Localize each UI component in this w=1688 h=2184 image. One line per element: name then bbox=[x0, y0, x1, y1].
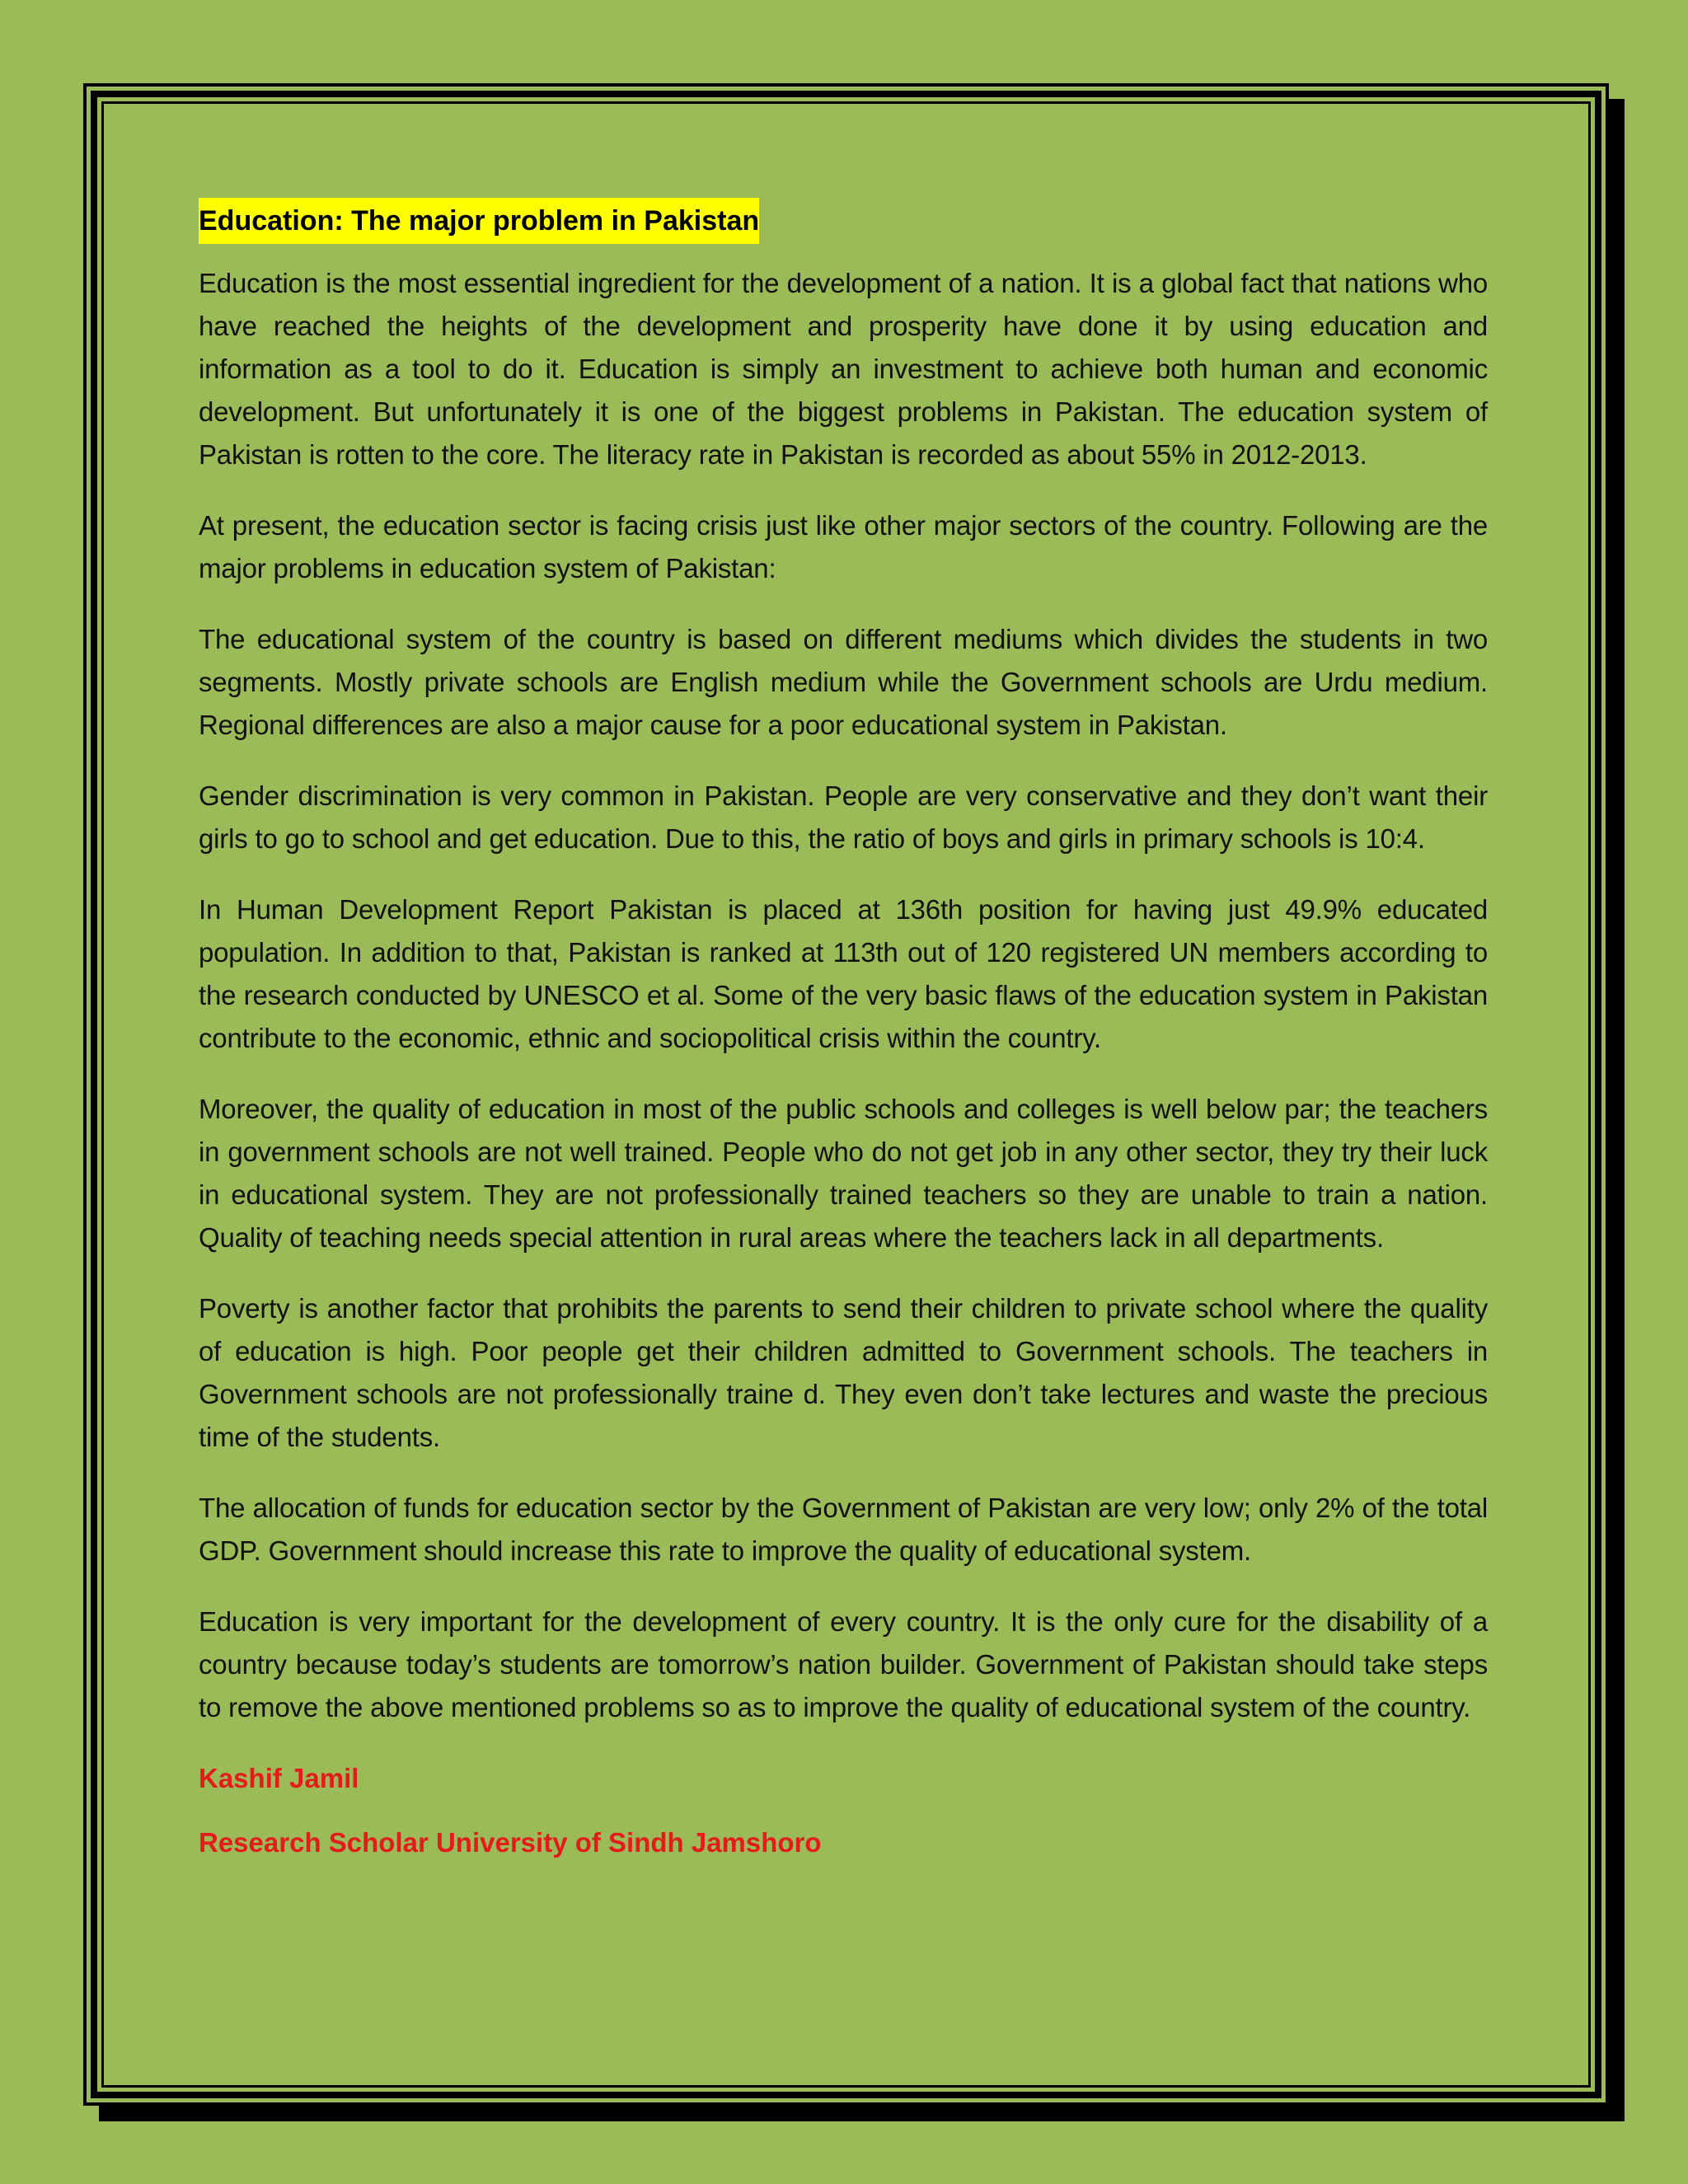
paragraph-funding: The allocation of funds for education sector by the Government of Pakistan are very low; only 2% of the total GDP. Government should increase this rate to improve the quality of educational system. bbox=[199, 1493, 1488, 1566]
paragraph-introduction: Education is the most essential ingredient for the development of a nation. It is a global fact that nations who have reached the heights of the development and prosperity have done it by using education and information as a tool to do it. Education is simply an investment to achieve both human and economic development. But unfortunately it is one of the biggest problems in Pakistan. The education system of Pakistan is rotten to the core. The literacy rate in Pakistan is recorded as about 55% in 2012-2013. bbox=[199, 268, 1488, 470]
article-title: Education: The major problem in Pakistan bbox=[199, 198, 759, 244]
title-wrapper bbox=[199, 198, 1488, 244]
author-affiliation: Research Scholar University of Sindh Jamshoro bbox=[199, 1827, 822, 1858]
paragraph-human-development: In Human Development Report Pakistan is placed at 136th position for having just 49.9% educated population. In addition to that, Pakistan is ranked at 113th out of 120 registered UN members according to the research conducted by UNESCO et al. Some of the very basic flaws of the education system in Pakistan contribute to the economic, ethnic and sociopolitical crisis within the country. bbox=[199, 894, 1488, 1053]
article-body bbox=[199, 198, 1488, 1864]
paragraph-mediums: The educational system of the country is based on different mediums which divides the students in two segments. Mostly private schools are English medium while the Government schools are Urdu medium. Regional differences are also a major cause for a poor educational system in Pakistan. bbox=[199, 624, 1488, 740]
author-name: Kashif Jamil bbox=[199, 1763, 359, 1793]
paragraph-conclusion: Education is very important for the development of every country. It is the only cure for the disability of a country because today’s students are tomorrow’s nation builder. Government of Pakistan should take steps to remove the above mentioned problems so as to improve the quality of educational system of the country. bbox=[199, 1606, 1488, 1722]
paragraph-gender-discrimination: Gender discrimination is very common in Pakistan. People are very conservative and they don’t want their girls to go to school and get education. Due to this, the ratio of boys and girls in primary schools is 10:4. bbox=[199, 780, 1488, 854]
paragraph-quality-of-teaching: Moreover, the quality of education in most of the public schools and colleges is well below par; the teachers in government schools are not well trained. People who do not get job in any other sector, they try their luck in educational system. They are not professionally trained teachers so they are unable to train a nation. Quality of teaching needs special attention in rural areas where the teachers lack in all departments. bbox=[199, 1094, 1488, 1253]
paragraph-poverty: Poverty is another factor that prohibits the parents to send their children to private school where the quality of education is high. Poor people get their children admitted to Government schools. The teachers in Government schools are not professionally traine d. They even don’t take lectures and waste the precious time of the students. bbox=[199, 1293, 1488, 1452]
paragraph-current-crisis: At present, the education sector is facing crisis just like other major sectors of the country. Following are the major problems in education system of Pakistan: bbox=[199, 510, 1488, 583]
